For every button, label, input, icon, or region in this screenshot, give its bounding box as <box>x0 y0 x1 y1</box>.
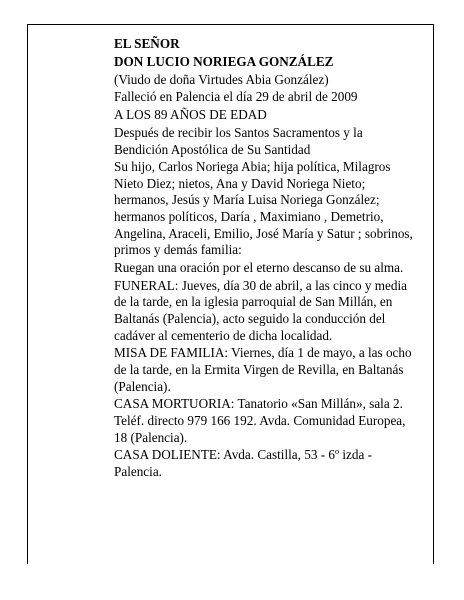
prayer-request: Ruegan una oración por el eterno descanso de su alma. <box>114 260 404 276</box>
age-at-death: A LOS 89 AÑOS DE EDAD <box>114 107 267 123</box>
notice-title: EL SEÑOR <box>114 36 180 51</box>
sacraments-note: Después de recibir los Santos Sacramentos y la Bendición Apostólica de Su Santidad <box>114 124 366 157</box>
widower-note: (Viudo de doña Virtudes Abia González) <box>114 71 329 87</box>
funeral-details: FUNERAL: Jueves, día 30 de abril, a las cinco y media de la tarde, en la iglesia parroquial de San Millán, en Baltanás (Palencia), acto seguido la conducción del cadáver al cementerio de dicha localidad. <box>114 277 411 343</box>
family-mass-details: MISA DE FAMILIA: Viernes, día 1 de mayo, a las ocho de la tarde, en la Ermita Virgen de Revilla, en Baltanás (Palencia). <box>114 345 415 394</box>
mortuary-details: CASA MORTUORIA: Tanatorio «San Millán», sala 2. Teléf. directo 979 166 192. Avda. Comunidad Europea, 18 (Palencia). <box>114 396 409 445</box>
obituary-text <box>114 36 417 482</box>
death-date: Falleció en Palencia el día 29 de abril de 2009 <box>114 89 358 105</box>
family-list: Su hijo, Carlos Noriega Abia; hija política, Milagros Nieto Diez; nietos, Ana y David Noriega Nieto; hermanos, Jesús y María Luisa Noriega González; hermanos políticos, Daría , Maximiano , Demetrio, Angelina, Araceli, Emilio, José María y Satur ; sobrinos, primos y demás familia: <box>114 159 417 258</box>
mourning-house-details: CASA DOLIENTE: Avda. Castilla, 53 - 6º izda - Palencia. <box>114 447 376 479</box>
deceased-name: DON LUCIO NORIEGA GONZÁLEZ <box>114 53 334 69</box>
